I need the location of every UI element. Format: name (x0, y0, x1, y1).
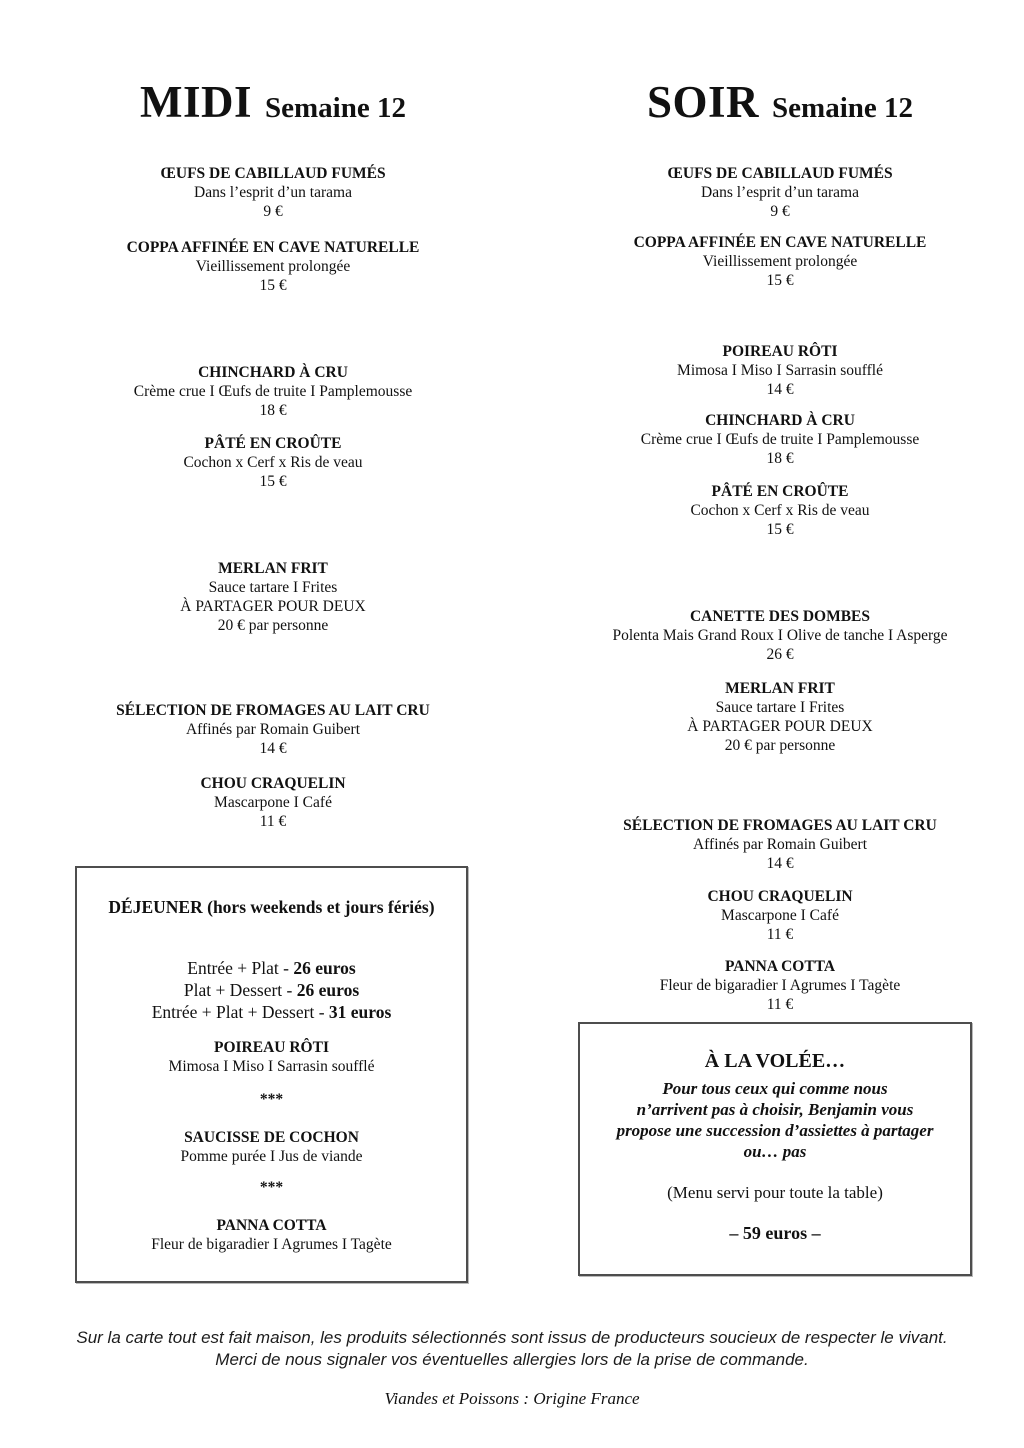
dish-name: MERLAN FRIT (218, 560, 328, 577)
dish-price: 18 € (766, 450, 794, 467)
pitch-line: n’arrivent pas à choisir, Benjamin vous (636, 1100, 914, 1119)
menu-item (63, 434, 483, 491)
tasting-menu-box (578, 1022, 972, 1276)
dish-sharing-note: À PARTAGER POUR DEUX (180, 598, 366, 615)
origin-notice: Viandes et Poissons : Origine France (384, 1389, 640, 1408)
pitch-line: ou… pas (743, 1142, 807, 1161)
tasting-menu-note: (Menu servi pour toute la table) (667, 1183, 883, 1202)
menu-item (570, 233, 990, 290)
dish-description: Fleur de bigaradier I Agrumes I Tagète (659, 977, 901, 994)
house-made-notice: Sur la carte tout est fait maison, les produits sélectionnés sont issus de producteurs soucieux de respecter le vivant. (76, 1328, 948, 1347)
dish-name: POIREAU RÔTI (214, 1039, 329, 1056)
menu-item (570, 411, 990, 468)
dish-description: Dans l’esprit d’un tarama (194, 184, 352, 201)
dish-name: ŒUFS DE CABILLAUD FUMÉS (160, 165, 386, 182)
dish-name: SÉLECTION DE FROMAGES AU LAIT CRU (116, 702, 430, 719)
dish-name: CHOU CRAQUELIN (200, 775, 346, 792)
dish-description: Crème crue I Œufs de truite I Pamplemousse (640, 431, 920, 448)
dish-price: 15 € (259, 277, 287, 294)
dish-sharing-note: À PARTAGER POUR DEUX (687, 718, 873, 735)
lunch-course (77, 1038, 466, 1076)
menu-item (63, 363, 483, 420)
dish-description: Polenta Mais Grand Roux I Olive de tanche I Asperge (612, 627, 948, 644)
dish-name: COPPA AFFINÉE EN CAVE NATURELLE (633, 234, 927, 251)
soir-week-label: Semaine 12 (772, 92, 913, 124)
menu-item (570, 816, 990, 873)
menu-item (63, 164, 483, 221)
lunch-formulas (77, 957, 466, 1023)
dish-description: Dans l’esprit d’un tarama (701, 184, 859, 201)
dish-price: 15 € (259, 473, 287, 490)
tasting-menu-price: – 59 euros – (729, 1223, 821, 1243)
dish-description: Sauce tartare I Frites (715, 699, 845, 716)
midi-title: MIDI (140, 77, 253, 127)
menu-item (63, 238, 483, 295)
dish-description: Mimosa I Miso I Sarrasin soufflé (677, 362, 883, 379)
dish-price: 14 € (766, 381, 794, 398)
lunch-formula-box (75, 866, 468, 1283)
dish-price: 14 € (766, 855, 794, 872)
dish-description: Vieillissement prolongée (702, 253, 858, 270)
dish-price: 14 € (259, 740, 287, 757)
dish-price: 9 € (770, 203, 790, 220)
dish-price: 11 € (766, 926, 794, 943)
midi-header (63, 76, 483, 128)
menu-item (570, 957, 990, 1014)
dish-description: Affinés par Romain Guibert (185, 721, 361, 738)
dish-name: POIREAU RÔTI (722, 343, 838, 360)
tasting-menu-heading: À LA VOLÉE… (704, 1050, 846, 1072)
dish-price: 15 € (766, 521, 794, 538)
dish-description: Mascarpone I Café (721, 907, 839, 924)
menu-item (570, 164, 990, 221)
course-separator: *** (259, 1179, 284, 1196)
dish-price: 11 € (259, 813, 287, 830)
menu-item (570, 342, 990, 399)
dish-price: 26 € (766, 646, 794, 663)
dish-name: MERLAN FRIT (725, 680, 835, 697)
dish-price: 20 € par personne (217, 617, 329, 634)
dish-name: CHINCHARD À CRU (198, 364, 348, 381)
dish-name: CHOU CRAQUELIN (707, 888, 853, 905)
formula-price: 26 euros (293, 958, 356, 978)
menu-item (570, 679, 990, 755)
formula-line: Entrée + Plat - 26 euros (187, 958, 356, 978)
formula-price: 26 euros (296, 980, 360, 1000)
dish-description: Mimosa I Miso I Sarrasin soufflé (168, 1058, 375, 1075)
lunch-box-heading: DÉJEUNER (hors weekends et jours fériés) (108, 897, 435, 917)
dish-price: 11 € (766, 996, 794, 1013)
dish-name: SAUCISSE DE COCHON (184, 1129, 359, 1146)
course-separator: *** (259, 1091, 284, 1108)
lunch-course (77, 1216, 466, 1254)
allergies-notice: Merci de nous signaler vos éventuelles allergies lors de la prise de commande. (215, 1350, 809, 1369)
dish-description: Crème crue I Œufs de truite I Pamplemousse (133, 383, 413, 400)
menu-item (570, 482, 990, 539)
dish-description: Pomme purée I Jus de viande (180, 1148, 363, 1165)
dish-name: PANNA COTTA (724, 958, 836, 975)
formula-line: Plat + Dessert - 26 euros (183, 980, 360, 1000)
dish-price: 9 € (263, 203, 283, 220)
dish-description: Mascarpone I Café (214, 794, 332, 811)
dish-price: 20 € par personne (724, 737, 836, 754)
dish-name: CANETTE DES DOMBES (689, 608, 870, 625)
pitch-line: propose une succession d’assiettes à partager (616, 1121, 934, 1140)
dish-name: COPPA AFFINÉE EN CAVE NATURELLE (126, 239, 420, 256)
dish-name: SÉLECTION DE FROMAGES AU LAIT CRU (623, 817, 937, 834)
lunch-course (77, 1128, 466, 1166)
dish-name: PANNA COTTA (216, 1217, 327, 1234)
tasting-menu-pitch (580, 1078, 970, 1162)
dish-description: Vieillissement prolongée (195, 258, 351, 275)
dish-name: ŒUFS DE CABILLAUD FUMÉS (667, 165, 893, 182)
formula-price: 31 euros (328, 1002, 392, 1022)
soir-header (570, 76, 990, 128)
menu-item (63, 774, 483, 831)
menu-item (570, 887, 990, 944)
menu-item (570, 607, 990, 664)
dish-description: Affinés par Romain Guibert (692, 836, 868, 853)
menu-item (63, 701, 483, 758)
menu-item (63, 559, 483, 635)
dish-description: Cochon x Cerf x Ris de veau (690, 502, 870, 519)
soir-title: SOIR (646, 77, 760, 127)
dish-description: Cochon x Cerf x Ris de veau (183, 454, 363, 471)
dish-name: PÂTÉ EN CROÛTE (204, 435, 342, 452)
formula-line: Entrée + Plat + Dessert - 31 euros (151, 1002, 392, 1022)
footer-notice (0, 1327, 1024, 1371)
dish-name: PÂTÉ EN CROÛTE (711, 483, 849, 500)
dish-name: CHINCHARD À CRU (705, 412, 855, 429)
dish-description: Fleur de bigaradier I Agrumes I Tagète (151, 1236, 392, 1253)
midi-week-label: Semaine 12 (265, 92, 406, 124)
dish-description: Sauce tartare I Frites (208, 579, 338, 596)
dish-price: 15 € (766, 272, 794, 289)
pitch-line: Pour tous ceux qui comme nous (662, 1079, 888, 1098)
dish-price: 18 € (259, 402, 287, 419)
